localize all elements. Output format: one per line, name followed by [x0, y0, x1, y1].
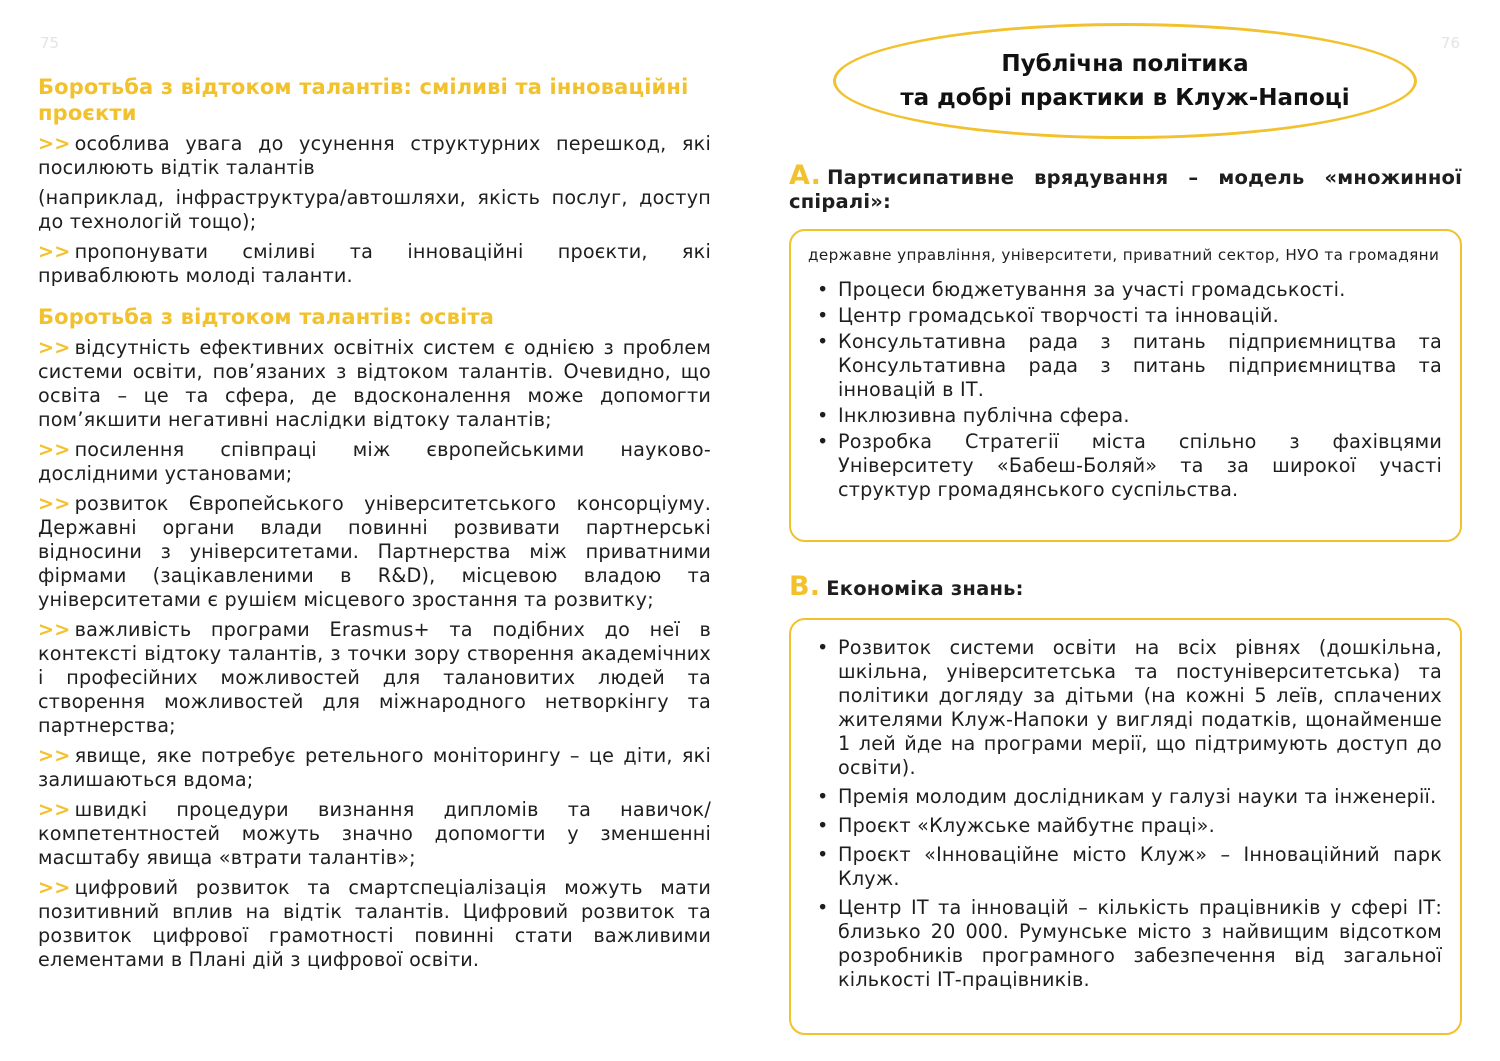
arrow-marker: >>	[38, 618, 71, 641]
list-item-text: Проєкт «Клужське майбутнє праці».	[838, 814, 1215, 837]
section-a-list	[808, 278, 1442, 502]
paragraph-text: посилення співпраці між європейськими науково-дослідними установами;	[38, 438, 711, 485]
paragraph	[38, 438, 711, 486]
section-a-letter: A.	[789, 160, 822, 191]
page-title-oval	[833, 23, 1417, 139]
list-item-text: Розробка Стратегії міста спільно з фахівцями Університету «Бабеш-Боляй» та за широкої участі структур громадянського суспільства.	[838, 430, 1442, 501]
paragraph	[38, 876, 711, 972]
section-a-title: Партисипативне врядування – модель «множинної спіралі»:	[789, 166, 1462, 213]
list-item	[808, 636, 1442, 780]
heading-talent-education: Боротьба з відтоком талантів: освіта	[38, 305, 495, 329]
paragraph-text: відсутність ефективних освітніх систем є однією з проблем системи освіти, пов’язаних з відтоком талантів. Очевидно, що освіта – це та сфера, де вдосконалення може допомогти пом’якшити негативні наслідки відтоку талантів;	[38, 336, 711, 431]
bullet-marker: •	[817, 843, 829, 866]
section-b-title: Економіка знань:	[826, 577, 1024, 600]
section-a-heading	[789, 160, 1462, 214]
paragraph-text: швидкі процедури визнання дипломів та навичок/ компетентностей можуть значно допомогти у зменшенні масштабу явища «втрати талантів»;	[38, 798, 711, 869]
list-item-text: Премія молодим дослідникам у галузі науки та інженерії.	[838, 785, 1437, 808]
paragraph-text: особлива увага до усунення структурних перешкод, які посилюють відтік талантів	[38, 132, 711, 179]
page-title-line1: Публічна політика	[1001, 51, 1249, 77]
bullet-marker: •	[817, 785, 829, 808]
arrow-marker: >>	[38, 798, 71, 821]
paragraph	[38, 744, 711, 792]
section-b-letter: B.	[789, 571, 821, 602]
paragraph-text: (наприклад, інфраструктура/автошляхи, якість послуг, доступ до технологій тощо);	[38, 186, 711, 233]
bullet-marker: •	[817, 278, 829, 301]
list-item-text: Консультативна рада з питань підприємництва та Консультативна рада з питань підприємництва та інновацій в ІТ.	[838, 330, 1442, 401]
arrow-marker: >>	[38, 240, 71, 263]
bullet-marker: •	[817, 304, 829, 327]
list-item-text: Центр ІТ та інновацій – кількість працівників у сфері ІТ: близько 20 000. Румунське місто з найвищим відсотком розробників програмного забезпечення від загальної кількості ІТ-працівників.	[838, 896, 1442, 991]
list-item	[808, 404, 1442, 428]
paragraph	[38, 186, 711, 234]
list-item	[808, 304, 1442, 328]
arrow-marker: >>	[38, 492, 71, 515]
section-b-list	[808, 636, 1442, 992]
arrow-marker: >>	[38, 336, 71, 359]
list-item	[808, 430, 1442, 502]
page-number-right: 76	[1440, 34, 1460, 52]
arrow-marker: >>	[38, 438, 71, 461]
bullet-marker: •	[817, 814, 829, 837]
page-number-left: 75	[40, 34, 60, 52]
arrow-marker: >>	[38, 132, 71, 155]
bullet-marker: •	[817, 636, 829, 659]
heading-talent-projects: Боротьба з відтоком талантів: сміливі та інноваційні проєкти	[38, 75, 689, 125]
list-item-text: Інклюзивна публічна сфера.	[838, 404, 1130, 427]
arrow-marker: >>	[38, 744, 71, 767]
list-item	[808, 330, 1442, 402]
paragraph-text: важливість програми Erasmus+ та подібних до неї в контексті відтоку талантів, з точки зору створення академічних і професійних можливостей для талановитих людей та створення можливостей для міжнародного нетворкінгу та партнерства;	[38, 618, 711, 737]
page-title-line2: та добрі практики в Клуж-Напоці	[900, 85, 1350, 111]
paragraph-text: явище, яке потребує ретельного моніторингу – це діти, які залишаються вдома;	[38, 744, 711, 791]
paragraph	[38, 336, 711, 432]
list-item-text: Процеси бюджетування за участі громадськості.	[838, 278, 1346, 301]
list-item	[808, 278, 1442, 302]
list-item	[808, 843, 1442, 891]
bullet-marker: •	[817, 896, 829, 919]
arrow-marker: >>	[38, 876, 71, 899]
list-item-text: Центр громадської творчості та інновацій.	[838, 304, 1279, 327]
section-b-heading	[789, 571, 1462, 602]
paragraph-text: розвиток Європейського університетського консорціуму. Державні органи влади повинні розвивати партнерські відносини з університетами. Партнерства між приватними фірмами (зацікавленими в R&D), місцевою владою та університетами є рушієм місцевого зростання та розвитку;	[38, 492, 711, 611]
paragraph	[38, 132, 711, 180]
paragraph	[38, 240, 711, 288]
list-item-text: Проєкт «Інноваційне місто Клуж» – Інноваційний парк Клуж.	[838, 843, 1442, 890]
bullet-marker: •	[817, 404, 829, 427]
paragraph-text: пропонувати сміливі та інноваційні проєкти, які приваблюють молоді таланти.	[38, 240, 711, 287]
paragraph	[38, 618, 711, 738]
bullet-marker: •	[817, 330, 829, 353]
section-a-box	[789, 229, 1462, 542]
paragraph	[38, 492, 711, 612]
list-item-text: Розвиток системи освіти на всіх рівнях (дошкільна, шкільна, університетська та постуніверситетська) та політики догляду за дітьми (на кожні 5 леїв, сплачених жителями Клуж-Напоки у вигляді податків, щонайменше 1 лей йде на програми мерії, що підтримують доступ до освіти).	[838, 636, 1442, 779]
bullet-marker: •	[817, 430, 829, 453]
list-item	[808, 785, 1442, 809]
paragraph-text: цифровий розвиток та смартспеціалізація можуть мати позитивний вплив на відтік талантів. Цифровий розвиток та розвиток цифрової грамотності повинні стати важливими елементами в Плані дій з цифрової освіти.	[38, 876, 711, 971]
paragraph	[38, 798, 711, 870]
list-item	[808, 814, 1442, 838]
section-b-box	[789, 618, 1462, 1035]
section-a-intro: державне управління, університети, приватний сектор, НУО та громадяни	[808, 246, 1440, 264]
list-item	[808, 896, 1442, 992]
left-page	[38, 74, 711, 978]
